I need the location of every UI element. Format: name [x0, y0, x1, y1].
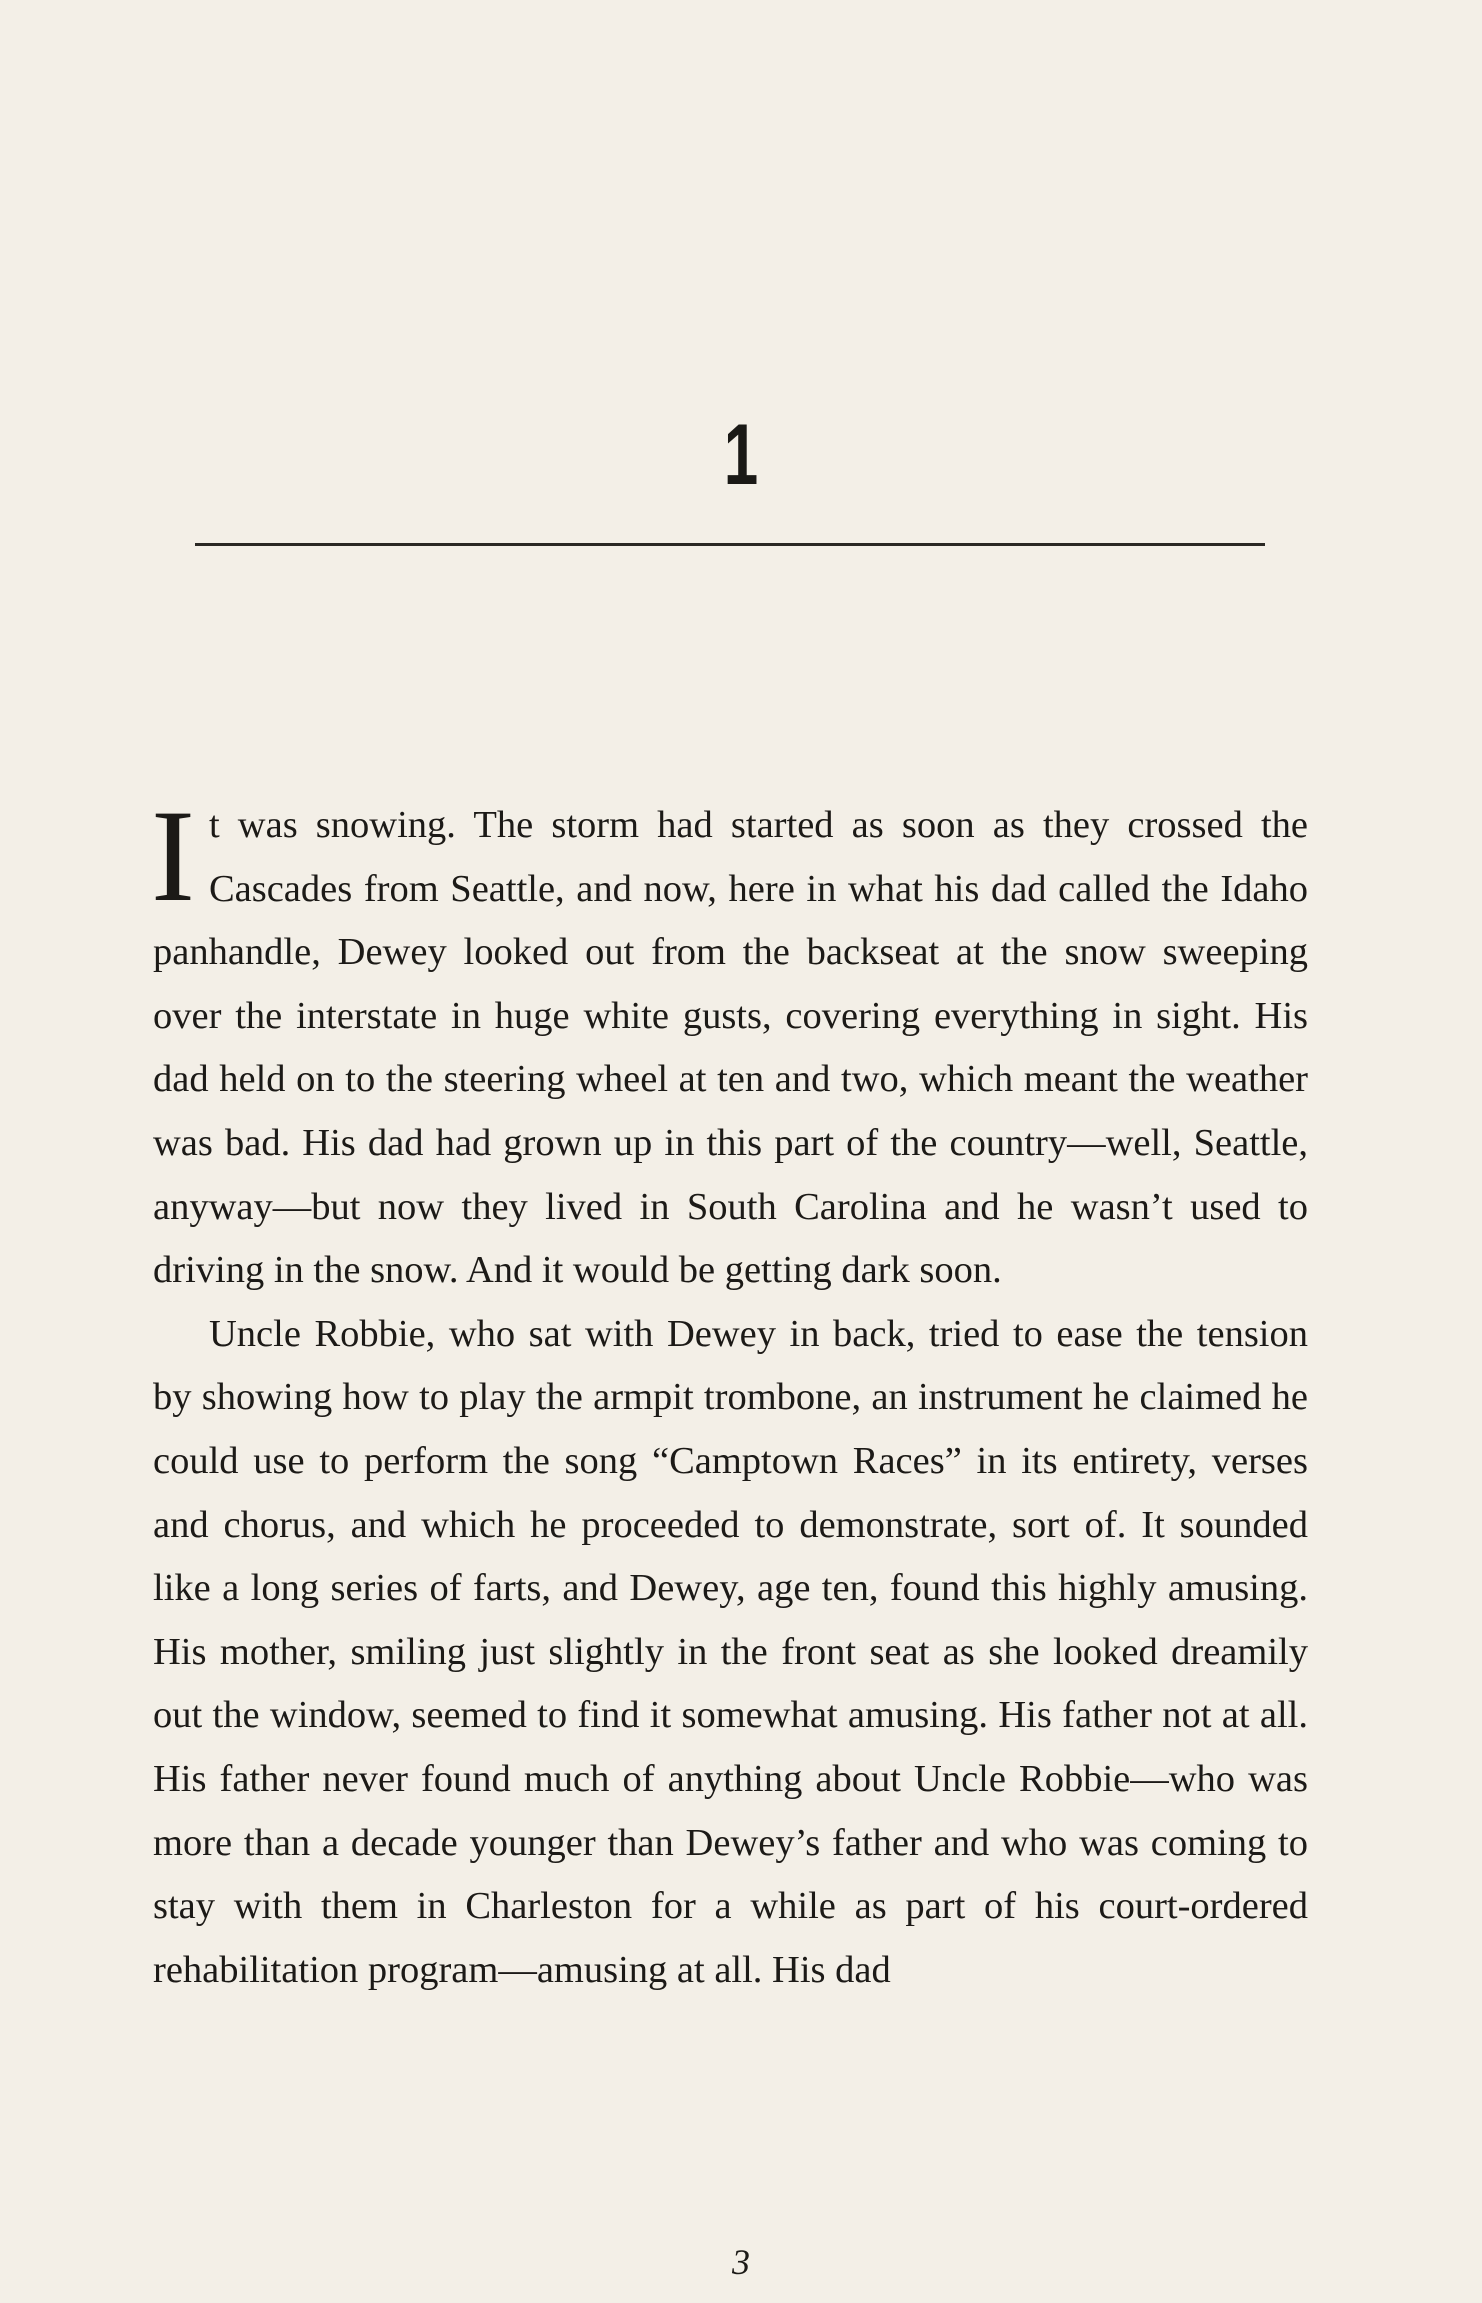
paragraph-1: [151, 782, 1308, 1303]
drop-cap: I: [151, 782, 195, 929]
chapter-number: 1: [723, 407, 759, 503]
chapter-rule-divider: [195, 543, 1265, 546]
page-number: 3: [732, 2242, 750, 2282]
body-text: [151, 782, 1308, 2002]
paragraph-2: Uncle Robbie, who sat with Dewey in back, tried to ease the tension by showing how to play the armpit trombone, an instrument he claimed he could use to perform the song “Camptown Races” in its entirety, verses and chorus, and which he proceeded to demonstrate, sort of. It sounded like a long series of farts, and Dewey, age ten, found this highly amusing. His mother, smiling just slightly in the front seat as she looked dreamily out the window, seemed to find it somewhat amusing. His father not at all. His father never found much of anything about Uncle Robbie—who was more than a decade younger than Dewey’s father and who was coming to stay with them in Charleston for a while as part of his court-ordered rehabilitation program—amusing at all. His dad: [153, 1312, 1308, 1991]
paragraph-1-text: t was snowing. The storm had started as soon as they crossed the Cascades from Seattle, and now, here in what his dad called the Idaho panhandle, Dewey looked out from the backseat at the snow sweeping over the interstate in huge white gusts, covering everything in sight. His dad held on to the steering wheel at ten and two, which meant the weather was bad. His dad had grown up in this part of the country—well, Seattle, anyway—but now they lived in South Carolina and he wasn’t used to driving in the snow. And it would be getting dark soon.: [153, 804, 1308, 1292]
